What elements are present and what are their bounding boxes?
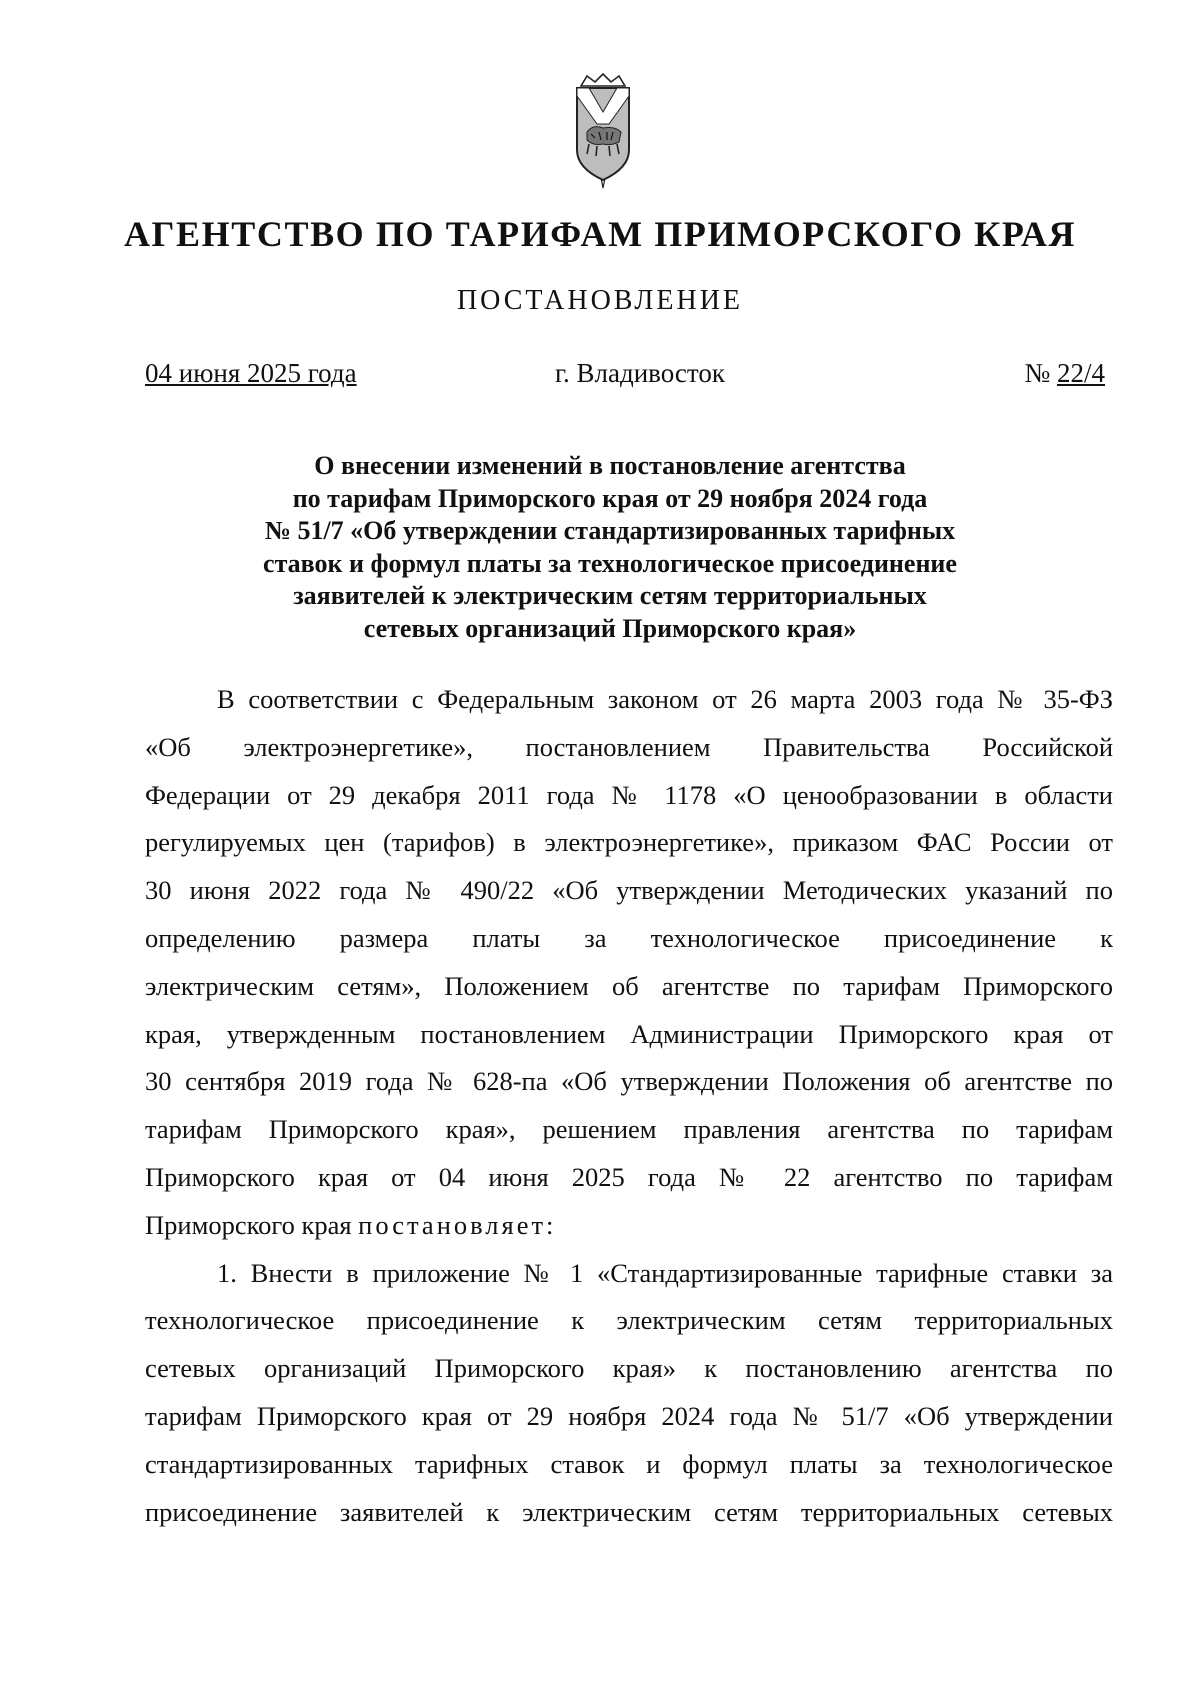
paragraph-line: 30 июня 2022 года № 490/22 «Об утверждении Методических указаний по [145,875,1113,906]
document-number [1024,355,1105,391]
paragraph-line: стандартизированных тарифных ставок и формул платы за технологическое [145,1448,1113,1479]
paragraph-line: определению размера платы за технологическое присоединение к [145,922,1113,953]
subject-line: № 51/7 «Об утверждении стандартизированных тарифных [264,516,956,545]
paragraph-line-final [145,1202,1113,1250]
subject-line: по тарифам Приморского края от 29 ноября 2024 года [292,483,928,513]
paragraph-text: Приморского края [145,1209,359,1240]
paragraph-line: тарифам Приморского края», решением правления агентства по тарифам [145,1114,1113,1145]
document-body [145,676,1113,1536]
paragraph-line: Федерации от 29 декабря 2011 года № 1178 «О ценообразовании в области [145,779,1113,810]
document-meta [0,355,1200,391]
subject-line: сетевых организаций Приморского края» [363,613,857,643]
agency-title: АГЕНТСТВО ПО ТАРИФАМ ПРИМОРСКОГО КРАЯ [123,214,1077,254]
paragraph-line: электрическим сетям», Положением об агентстве по тарифам Приморского [145,970,1113,1001]
paragraph-line: В соответствии с Федеральным законом от 26 марта 2003 года № 35-ФЗ [217,684,1113,714]
paragraph-line: сетевых организаций Приморского края» к постановлению агентства по [145,1353,1113,1384]
paragraph-line: присоединение заявителей к электрическим сетям территориальных сетевых [145,1496,1113,1527]
subject-line: О внесении изменений в постановление агентства [314,451,906,480]
paragraph-line: технологическое присоединение к электрическим сетям территориальных [145,1305,1113,1336]
paragraph-line: 1. Внести в приложение № 1 «Стандартизированные тарифные ставки за [217,1257,1113,1288]
paragraph-line: регулируемых цен (тарифов) в электроэнергетике», приказом ФАС России от [145,827,1113,858]
document-subject [160,450,1060,645]
number-value: 22/4 [1056,358,1105,388]
paragraph-line: 30 сентября 2019 года № 628-па «Об утверждении Положения об агентстве по [145,1066,1113,1097]
paragraph-line: тарифам Приморского края от 29 ноября 2024 года № 51/7 «Об утверждении [145,1400,1113,1431]
resolution-keyword: постановляет: [358,1209,557,1240]
coat-of-arms-icon [571,72,635,192]
paragraph-line: Приморского края от 04 июня 2025 года № 22 агентство по тарифам [145,1161,1113,1192]
number-prefix: № [1024,358,1057,388]
paragraph-line: края, утвержденным постановлением Администрации Приморского края от [145,1018,1113,1049]
subject-line: заявителей к электрическим сетям территориальных [293,581,927,610]
subject-line: ставок и формул платы за технологическое присоединение [263,548,957,578]
document-type: ПОСТАНОВЛЕНИЕ [456,285,744,316]
document-date: 04 июня 2025 года [145,358,357,388]
paragraph-line: «Об электроэнергетике», постановлением Правительства Российской [145,731,1113,762]
document-city: г. Владивосток [555,358,725,388]
